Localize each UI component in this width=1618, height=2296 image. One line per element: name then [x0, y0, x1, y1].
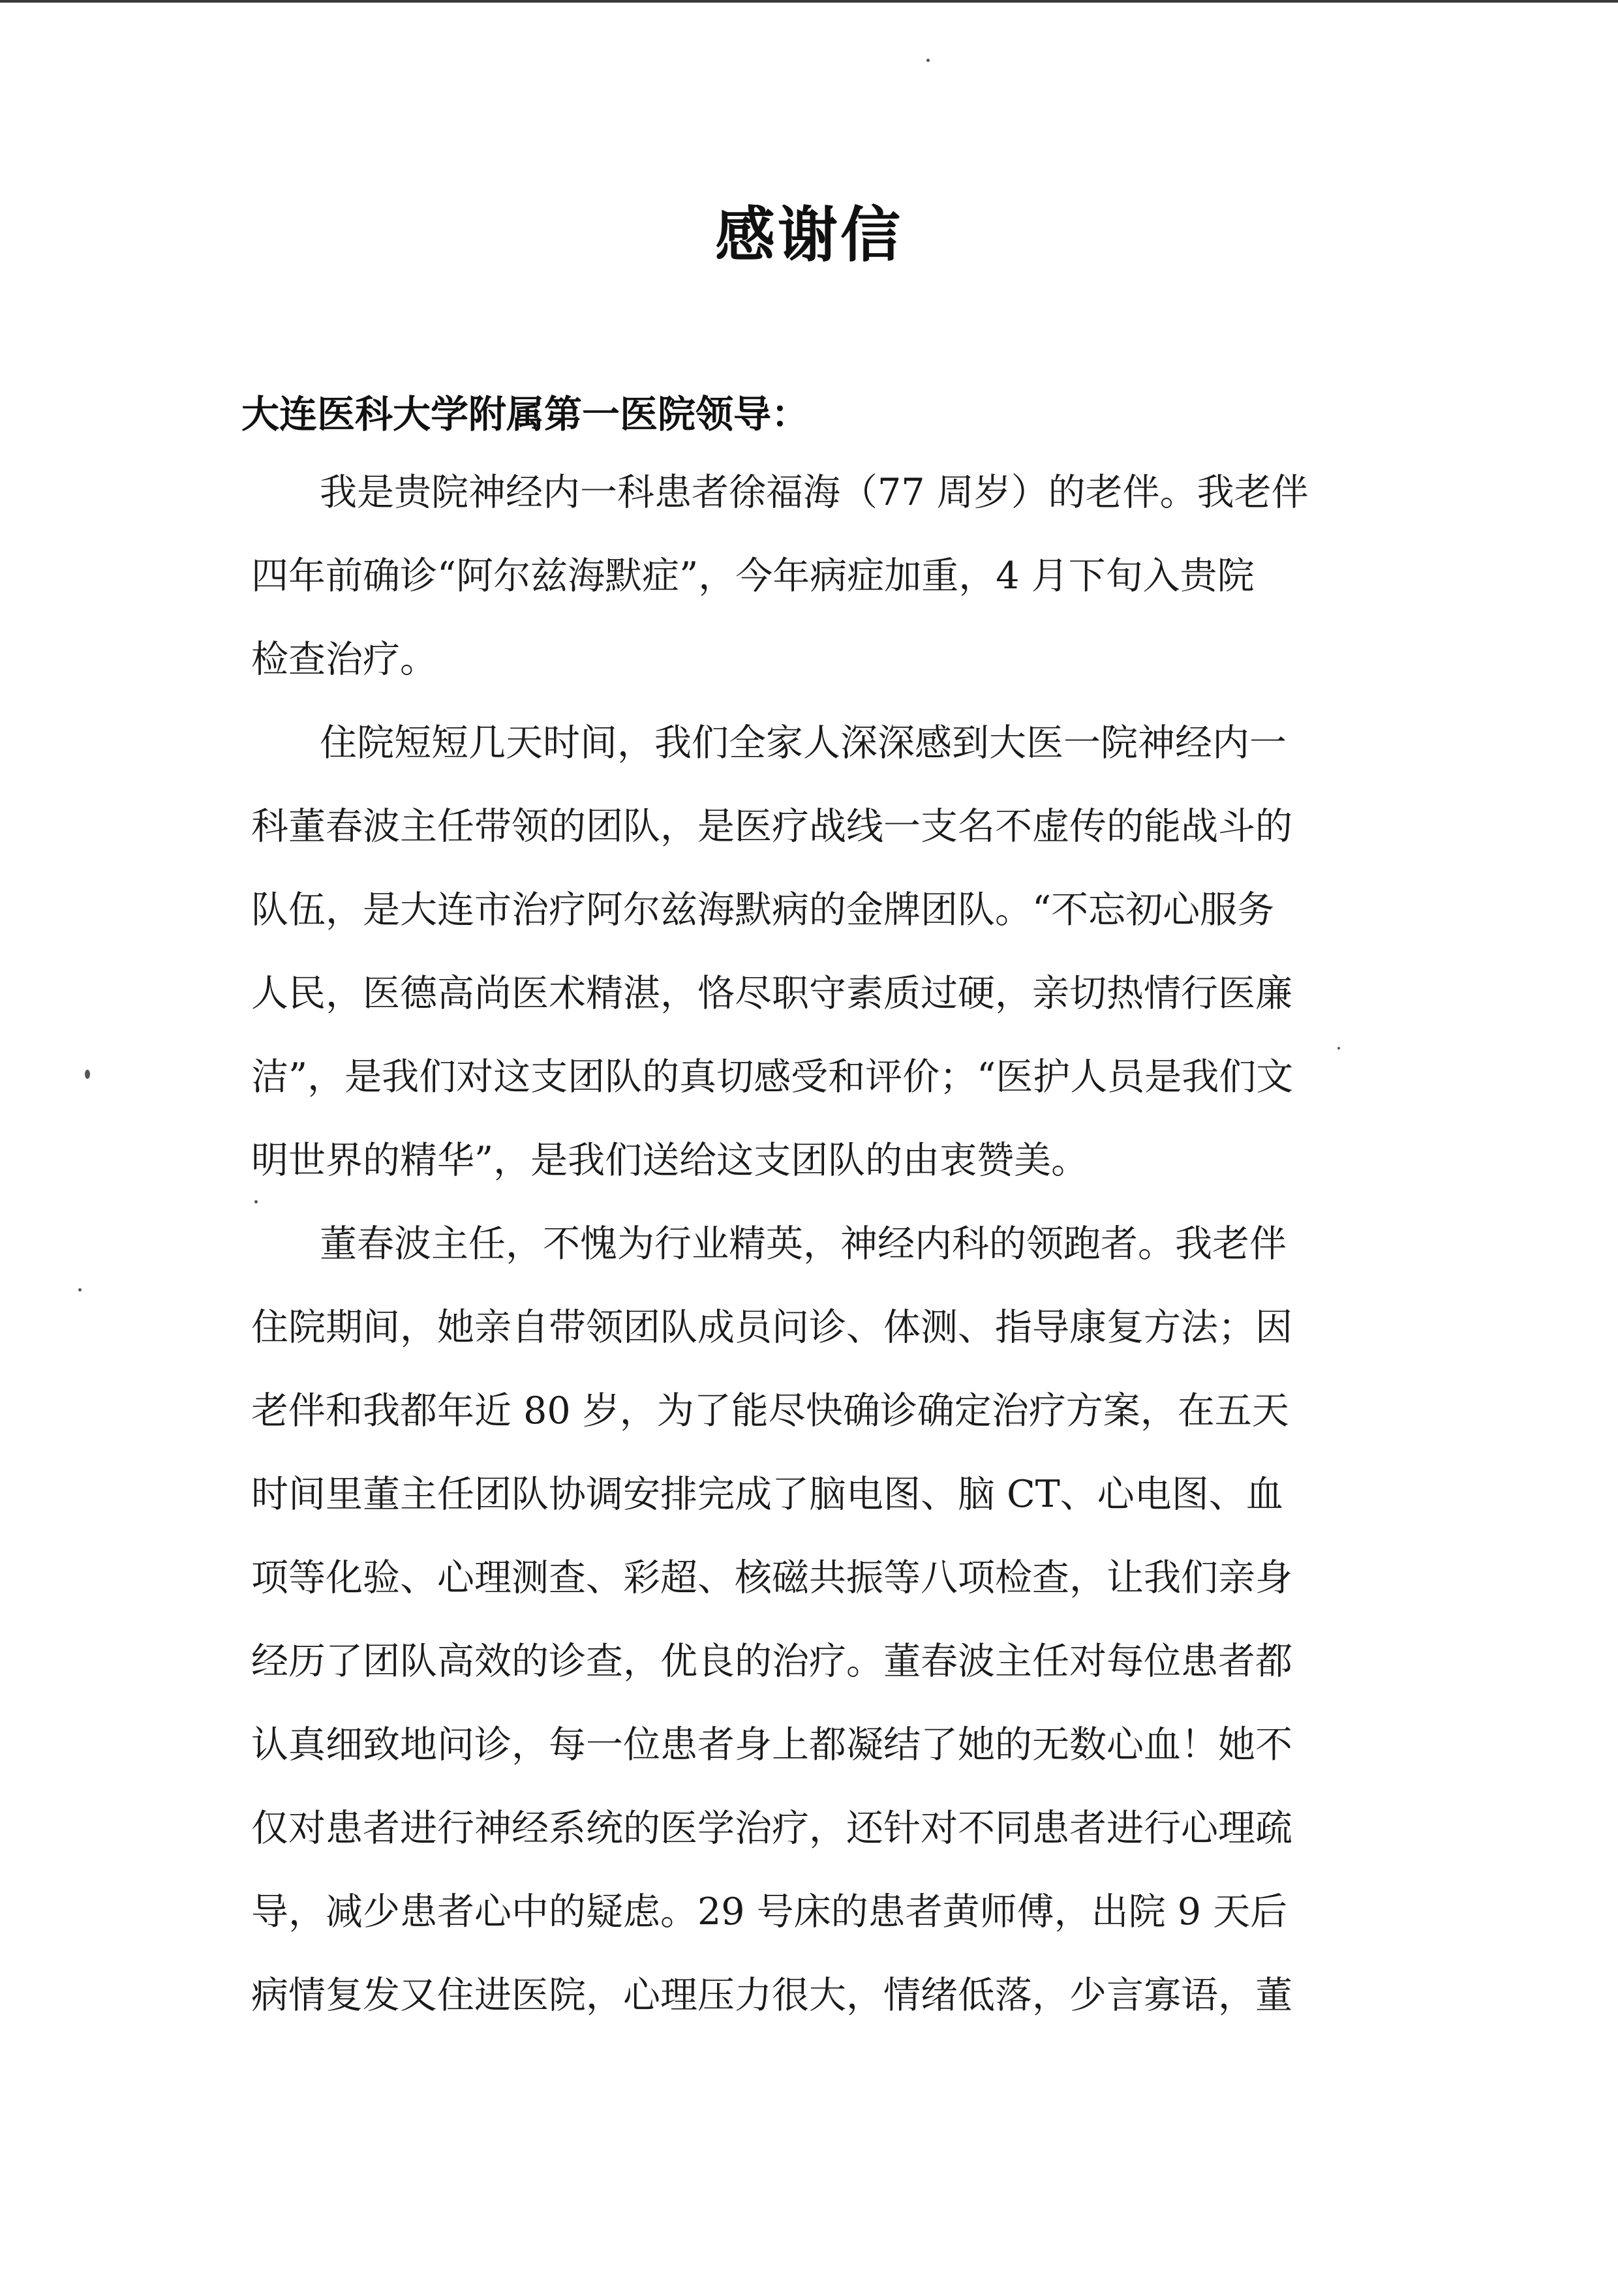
body-line: 住院期间，她亲自带领团队成员问诊、体测、指导康复方法；因	[251, 1306, 1292, 1349]
body-line: 病情复发又住进医院，心理压力很大，情绪低落，少言寡语，董	[251, 1974, 1292, 2017]
body-line: 我是贵院神经内一科患者徐福海（77 周岁）的老伴。我老伴	[320, 471, 1309, 514]
scan-speck	[926, 59, 930, 62]
body-line: 董春波主任，不愧为行业精英，神经内科的领跑者。我老伴	[320, 1222, 1287, 1265]
body-line: 老伴和我都年近 80 岁，为了能尽快确诊确定治疗方案，在五天	[251, 1389, 1289, 1432]
scan-speck	[254, 1200, 258, 1203]
body-line: 仅对患者进行神经系统的医学治疗，还针对不同患者进行心理疏	[251, 1807, 1292, 1850]
body-line: 住院短短几天时间，我们全家人深深感到大医一院神经内一	[320, 721, 1287, 764]
body-line: 认真细致地问诊，每一位患者身上都凝结了她的无数心血！她不	[251, 1723, 1292, 1766]
scan-edge-line	[0, 0, 1618, 3]
body-line: 经历了团队高效的诊查，优良的治疗。董春波主任对每位患者都	[251, 1640, 1292, 1683]
body-line: 队伍，是大连市治疗阿尔兹海默病的金牌团队。“不忘初心服务	[251, 888, 1275, 931]
body-line: 四年前确诊“阿尔兹海默症”，今年病症加重，4 月下旬入贵院	[251, 554, 1255, 597]
scan-speck	[78, 1288, 82, 1292]
body-line: 洁”，是我们对这支团队的真切感受和评价；“医护人员是我们文	[251, 1055, 1294, 1098]
body-line: 明世界的精华”，是我们送给这支团队的由衷赞美。	[251, 1139, 1089, 1182]
body-line: 项等化验、心理测查、彩超、核磁共振等八项检查，让我们亲身	[251, 1556, 1292, 1599]
body-line: 导，减少患者心中的疑虑。29 号床的患者黄师傅，出院 9 天后	[251, 1890, 1288, 1933]
body-line: 时间里董主任团队协调安排完成了脑电图、脑 CT、心电图、血	[251, 1473, 1283, 1516]
scan-speck	[85, 1070, 90, 1079]
body-line: 科董春波主任带领的团队，是医疗战线一支名不虚传的能战斗的	[251, 805, 1292, 848]
body-line: 检查治疗。	[251, 638, 437, 681]
scan-speck	[1337, 1047, 1340, 1050]
letter-title: 感谢信	[714, 200, 903, 270]
body-line: 人民，医德高尚医术精湛，恪尽职守素质过硬，亲切热情行医廉	[251, 972, 1292, 1015]
salutation: 大连医科大学附属第一医院领导：	[241, 392, 810, 436]
